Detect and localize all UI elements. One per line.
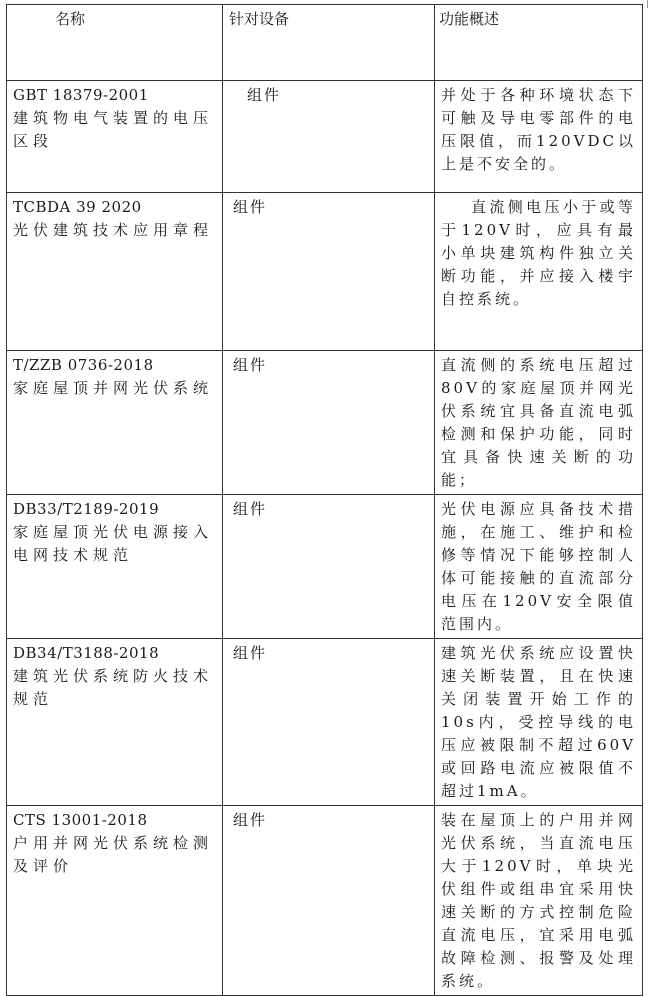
standard-cell	[7, 81, 223, 193]
header-function: 功能概述	[435, 5, 643, 81]
function-text: 直流侧电压小于或等于120V时，应具有最小单块建筑构件独立关断功能，并应接入楼宇自控系统。	[441, 198, 636, 308]
standard-code: DB33/T2189-2019	[13, 500, 160, 518]
device-text: 组件	[233, 500, 268, 518]
standard-name: 建筑光伏系统防火技术规范	[13, 667, 214, 708]
table-row	[7, 193, 643, 351]
function-text: 直流侧的系统电压超过80V的家庭屋顶并网光伏系统宜具备直流电弧检测和保护功能，同时宜具备快速关断的功能；	[441, 356, 636, 489]
standard-name: 家庭屋顶并网光伏系统	[13, 379, 214, 397]
device-text: 组件	[247, 86, 282, 104]
standard-cell	[7, 806, 223, 996]
header-device: 针对设备	[223, 5, 435, 81]
standard-code: GBT 18379-2001	[13, 86, 149, 104]
standards-table	[6, 4, 643, 996]
function-cell	[435, 81, 643, 193]
standard-code: DB34/T3188-2018	[13, 644, 160, 662]
standard-cell	[7, 351, 223, 495]
function-cell	[435, 351, 643, 495]
function-cell	[435, 193, 643, 351]
function-text: 光伏电源应具备技术措施，在施工、维护和检修等情况下能够控制人体可能接触的直流部分电压在120V安全限值范围内。	[441, 500, 636, 633]
table-row	[7, 806, 643, 996]
device-cell	[223, 495, 435, 639]
device-text: 组件	[233, 811, 268, 829]
device-cell	[223, 806, 435, 996]
table-row	[7, 639, 643, 806]
device-cell	[223, 351, 435, 495]
standard-cell	[7, 193, 223, 351]
function-cell	[435, 806, 643, 996]
header-name: 名称	[7, 5, 223, 81]
standard-name: 光伏建筑技术应用章程	[13, 221, 214, 239]
device-cell	[223, 639, 435, 806]
function-cell	[435, 495, 643, 639]
standard-code: T/ZZB 0736-2018	[13, 356, 154, 374]
device-cell	[223, 81, 435, 193]
header-row	[7, 5, 643, 81]
device-text: 组件	[233, 198, 268, 216]
standard-cell	[7, 495, 223, 639]
function-text: 并处于各种环境状态下可触及导电零部件的电压限值，而120VDC以上是不安全的。	[441, 86, 636, 173]
standard-code: TCBDA 39 2020	[13, 198, 142, 216]
table-row	[7, 81, 643, 193]
table-row	[7, 495, 643, 639]
device-cell	[223, 193, 435, 351]
page-edge-mark	[647, 0, 648, 8]
function-cell	[435, 639, 643, 806]
function-text: 建筑光伏系统应设置快速关断装置，且在快速关闭装置开始工作的10s内，受控导线的电压应被限制不超过60V或回路电流应被限值不超过1mA。	[441, 644, 636, 800]
table-row	[7, 351, 643, 495]
device-text: 组件	[233, 356, 268, 374]
standard-name: 建筑物电气装置的电压区段	[13, 109, 214, 150]
device-text: 组件	[233, 644, 268, 662]
standard-name: 家庭屋顶光伏电源接入电网技术规范	[13, 523, 214, 564]
function-text: 装在屋顶上的户用并网光伏系统，当直流电压大于120V时，单块光伏组件或组串宜采用快速关断的方式控制危险直流电压，宜采用电弧故障检测、报警及处理系统。	[441, 811, 636, 990]
standard-name: 户用并网光伏系统检测及评价	[13, 834, 214, 875]
standard-cell	[7, 639, 223, 806]
standard-code: CTS 13001-2018	[13, 811, 148, 829]
